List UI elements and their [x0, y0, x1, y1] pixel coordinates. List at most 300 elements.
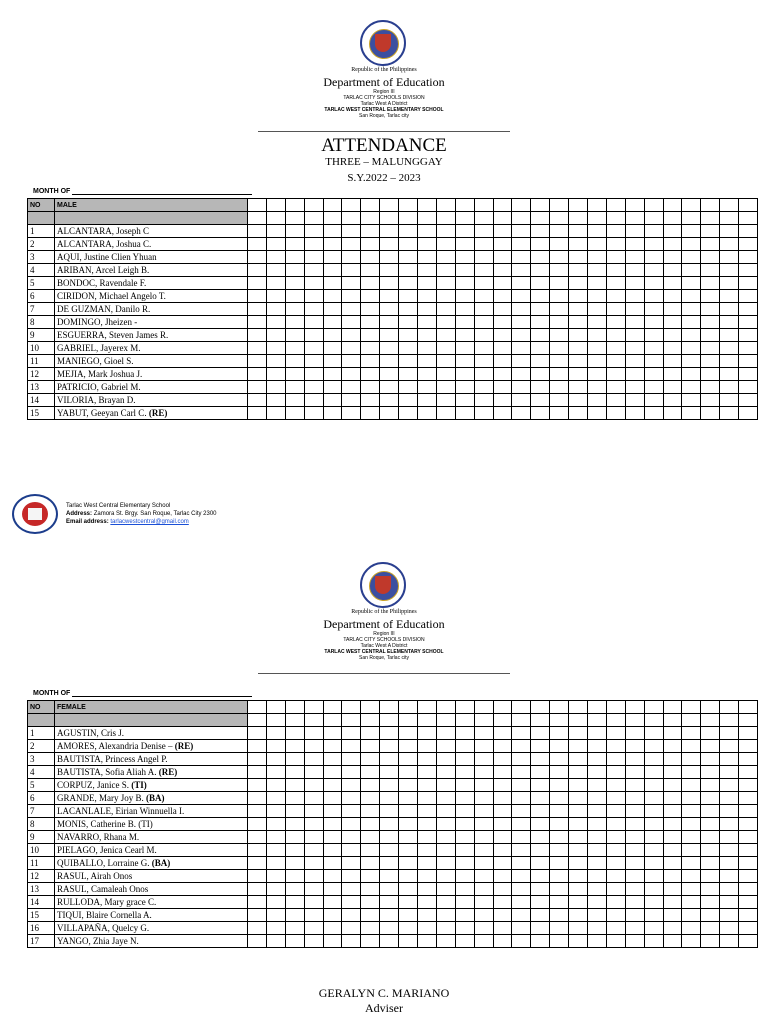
attendance-cell[interactable] — [493, 896, 512, 909]
attendance-cell[interactable] — [285, 199, 304, 212]
attendance-cell[interactable] — [588, 857, 607, 870]
attendance-cell[interactable] — [418, 303, 437, 316]
attendance-cell[interactable] — [663, 922, 682, 935]
attendance-cell[interactable] — [625, 896, 644, 909]
attendance-cell[interactable] — [569, 199, 588, 212]
attendance-cell[interactable] — [625, 251, 644, 264]
attendance-cell[interactable] — [682, 199, 701, 212]
attendance-cell[interactable] — [399, 381, 418, 394]
attendance-cell[interactable] — [285, 264, 304, 277]
attendance-cell[interactable] — [550, 870, 569, 883]
attendance-cell[interactable] — [285, 316, 304, 329]
attendance-cell[interactable] — [606, 277, 625, 290]
attendance-cell[interactable] — [285, 818, 304, 831]
attendance-cell[interactable] — [663, 818, 682, 831]
attendance-cell[interactable] — [285, 844, 304, 857]
attendance-cell[interactable] — [304, 857, 323, 870]
attendance-cell[interactable] — [342, 714, 361, 727]
attendance-cell[interactable] — [531, 714, 550, 727]
attendance-cell[interactable] — [569, 909, 588, 922]
attendance-cell[interactable] — [399, 303, 418, 316]
attendance-cell[interactable] — [644, 238, 663, 251]
attendance-cell[interactable] — [361, 714, 380, 727]
attendance-cell[interactable] — [361, 368, 380, 381]
attendance-cell[interactable] — [285, 355, 304, 368]
attendance-cell[interactable] — [606, 740, 625, 753]
attendance-cell[interactable] — [474, 805, 493, 818]
attendance-cell[interactable] — [720, 355, 739, 368]
attendance-cell[interactable] — [512, 935, 531, 948]
attendance-cell[interactable] — [418, 727, 437, 740]
attendance-cell[interactable] — [682, 264, 701, 277]
attendance-cell[interactable] — [323, 368, 342, 381]
attendance-cell[interactable] — [606, 831, 625, 844]
attendance-cell[interactable] — [512, 701, 531, 714]
attendance-cell[interactable] — [361, 935, 380, 948]
attendance-cell[interactable] — [550, 792, 569, 805]
attendance-cell[interactable] — [682, 394, 701, 407]
attendance-cell[interactable] — [701, 316, 720, 329]
attendance-cell[interactable] — [380, 714, 399, 727]
attendance-cell[interactable] — [512, 870, 531, 883]
attendance-cell[interactable] — [266, 727, 285, 740]
attendance-cell[interactable] — [531, 277, 550, 290]
attendance-cell[interactable] — [323, 857, 342, 870]
attendance-cell[interactable] — [644, 316, 663, 329]
attendance-cell[interactable] — [569, 896, 588, 909]
attendance-cell[interactable] — [550, 896, 569, 909]
attendance-cell[interactable] — [399, 831, 418, 844]
attendance-cell[interactable] — [455, 290, 474, 303]
attendance-cell[interactable] — [248, 714, 267, 727]
attendance-cell[interactable] — [493, 766, 512, 779]
attendance-cell[interactable] — [550, 381, 569, 394]
attendance-cell[interactable] — [720, 792, 739, 805]
attendance-cell[interactable] — [606, 844, 625, 857]
attendance-cell[interactable] — [720, 831, 739, 844]
attendance-cell[interactable] — [474, 264, 493, 277]
attendance-cell[interactable] — [701, 225, 720, 238]
attendance-cell[interactable] — [588, 922, 607, 935]
attendance-cell[interactable] — [323, 883, 342, 896]
attendance-cell[interactable] — [739, 857, 758, 870]
attendance-cell[interactable] — [625, 394, 644, 407]
attendance-cell[interactable] — [266, 212, 285, 225]
attendance-cell[interactable] — [436, 766, 455, 779]
attendance-cell[interactable] — [323, 909, 342, 922]
attendance-cell[interactable] — [644, 277, 663, 290]
attendance-cell[interactable] — [512, 264, 531, 277]
attendance-cell[interactable] — [399, 740, 418, 753]
attendance-cell[interactable] — [663, 303, 682, 316]
attendance-cell[interactable] — [380, 394, 399, 407]
attendance-cell[interactable] — [285, 935, 304, 948]
attendance-cell[interactable] — [550, 740, 569, 753]
attendance-cell[interactable] — [342, 368, 361, 381]
attendance-cell[interactable] — [739, 251, 758, 264]
attendance-cell[interactable] — [739, 805, 758, 818]
attendance-cell[interactable] — [380, 355, 399, 368]
attendance-cell[interactable] — [512, 896, 531, 909]
attendance-cell[interactable] — [361, 857, 380, 870]
attendance-cell[interactable] — [436, 225, 455, 238]
attendance-cell[interactable] — [606, 316, 625, 329]
attendance-cell[interactable] — [455, 251, 474, 264]
attendance-cell[interactable] — [531, 394, 550, 407]
attendance-cell[interactable] — [304, 935, 323, 948]
attendance-cell[interactable] — [701, 805, 720, 818]
attendance-cell[interactable] — [569, 407, 588, 420]
attendance-cell[interactable] — [474, 727, 493, 740]
attendance-cell[interactable] — [512, 844, 531, 857]
attendance-cell[interactable] — [569, 303, 588, 316]
attendance-cell[interactable] — [625, 844, 644, 857]
attendance-cell[interactable] — [342, 290, 361, 303]
attendance-cell[interactable] — [474, 394, 493, 407]
attendance-cell[interactable] — [701, 831, 720, 844]
attendance-cell[interactable] — [493, 792, 512, 805]
attendance-cell[interactable] — [569, 394, 588, 407]
attendance-cell[interactable] — [285, 805, 304, 818]
attendance-cell[interactable] — [739, 355, 758, 368]
attendance-cell[interactable] — [455, 870, 474, 883]
attendance-cell[interactable] — [361, 329, 380, 342]
attendance-cell[interactable] — [663, 766, 682, 779]
attendance-cell[interactable] — [474, 753, 493, 766]
attendance-cell[interactable] — [701, 922, 720, 935]
attendance-cell[interactable] — [588, 753, 607, 766]
attendance-cell[interactable] — [512, 199, 531, 212]
attendance-cell[interactable] — [436, 909, 455, 922]
attendance-cell[interactable] — [399, 818, 418, 831]
attendance-cell[interactable] — [701, 870, 720, 883]
attendance-cell[interactable] — [512, 316, 531, 329]
attendance-cell[interactable] — [455, 753, 474, 766]
attendance-cell[interactable] — [531, 199, 550, 212]
attendance-cell[interactable] — [436, 277, 455, 290]
attendance-cell[interactable] — [682, 368, 701, 381]
attendance-cell[interactable] — [531, 766, 550, 779]
attendance-cell[interactable] — [266, 805, 285, 818]
attendance-cell[interactable] — [663, 844, 682, 857]
attendance-cell[interactable] — [380, 277, 399, 290]
attendance-cell[interactable] — [436, 883, 455, 896]
attendance-cell[interactable] — [493, 342, 512, 355]
attendance-cell[interactable] — [625, 779, 644, 792]
attendance-cell[interactable] — [606, 922, 625, 935]
attendance-cell[interactable] — [399, 714, 418, 727]
attendance-cell[interactable] — [550, 199, 569, 212]
attendance-cell[interactable] — [361, 199, 380, 212]
attendance-cell[interactable] — [625, 407, 644, 420]
attendance-cell[interactable] — [266, 329, 285, 342]
attendance-cell[interactable] — [625, 935, 644, 948]
attendance-cell[interactable] — [682, 303, 701, 316]
attendance-cell[interactable] — [512, 857, 531, 870]
attendance-cell[interactable] — [285, 727, 304, 740]
attendance-cell[interactable] — [304, 355, 323, 368]
attendance-cell[interactable] — [304, 883, 323, 896]
attendance-cell[interactable] — [663, 714, 682, 727]
attendance-cell[interactable] — [474, 381, 493, 394]
attendance-cell[interactable] — [512, 753, 531, 766]
attendance-cell[interactable] — [663, 199, 682, 212]
attendance-cell[interactable] — [625, 922, 644, 935]
attendance-cell[interactable] — [625, 766, 644, 779]
attendance-cell[interactable] — [739, 225, 758, 238]
attendance-cell[interactable] — [323, 727, 342, 740]
attendance-cell[interactable] — [285, 831, 304, 844]
attendance-cell[interactable] — [455, 355, 474, 368]
attendance-cell[interactable] — [493, 290, 512, 303]
attendance-cell[interactable] — [474, 792, 493, 805]
attendance-cell[interactable] — [436, 870, 455, 883]
attendance-cell[interactable] — [701, 368, 720, 381]
attendance-cell[interactable] — [285, 342, 304, 355]
attendance-cell[interactable] — [493, 355, 512, 368]
attendance-cell[interactable] — [512, 238, 531, 251]
attendance-cell[interactable] — [248, 251, 267, 264]
attendance-cell[interactable] — [739, 342, 758, 355]
attendance-cell[interactable] — [701, 857, 720, 870]
attendance-cell[interactable] — [455, 844, 474, 857]
attendance-cell[interactable] — [285, 329, 304, 342]
attendance-cell[interactable] — [720, 238, 739, 251]
attendance-cell[interactable] — [323, 701, 342, 714]
attendance-cell[interactable] — [418, 225, 437, 238]
attendance-cell[interactable] — [663, 316, 682, 329]
attendance-cell[interactable] — [248, 792, 267, 805]
attendance-cell[interactable] — [720, 935, 739, 948]
attendance-cell[interactable] — [720, 805, 739, 818]
attendance-cell[interactable] — [436, 896, 455, 909]
attendance-cell[interactable] — [455, 909, 474, 922]
attendance-cell[interactable] — [701, 792, 720, 805]
attendance-cell[interactable] — [720, 407, 739, 420]
attendance-cell[interactable] — [531, 922, 550, 935]
attendance-cell[interactable] — [266, 303, 285, 316]
attendance-cell[interactable] — [606, 407, 625, 420]
attendance-cell[interactable] — [644, 753, 663, 766]
attendance-cell[interactable] — [323, 251, 342, 264]
attendance-cell[interactable] — [418, 264, 437, 277]
attendance-cell[interactable] — [436, 199, 455, 212]
attendance-cell[interactable] — [625, 225, 644, 238]
attendance-cell[interactable] — [663, 225, 682, 238]
attendance-cell[interactable] — [550, 225, 569, 238]
attendance-cell[interactable] — [588, 238, 607, 251]
attendance-cell[interactable] — [285, 225, 304, 238]
attendance-cell[interactable] — [701, 277, 720, 290]
attendance-cell[interactable] — [550, 818, 569, 831]
attendance-cell[interactable] — [550, 883, 569, 896]
attendance-cell[interactable] — [455, 277, 474, 290]
attendance-cell[interactable] — [342, 805, 361, 818]
attendance-cell[interactable] — [455, 935, 474, 948]
attendance-cell[interactable] — [304, 896, 323, 909]
attendance-cell[interactable] — [531, 883, 550, 896]
attendance-cell[interactable] — [569, 922, 588, 935]
attendance-cell[interactable] — [493, 212, 512, 225]
attendance-cell[interactable] — [531, 727, 550, 740]
attendance-cell[interactable] — [739, 212, 758, 225]
attendance-cell[interactable] — [266, 909, 285, 922]
attendance-cell[interactable] — [248, 844, 267, 857]
attendance-cell[interactable] — [248, 277, 267, 290]
attendance-cell[interactable] — [474, 368, 493, 381]
attendance-cell[interactable] — [531, 225, 550, 238]
attendance-cell[interactable] — [304, 792, 323, 805]
attendance-cell[interactable] — [512, 818, 531, 831]
attendance-cell[interactable] — [493, 779, 512, 792]
attendance-cell[interactable] — [493, 753, 512, 766]
attendance-cell[interactable] — [720, 264, 739, 277]
attendance-cell[interactable] — [606, 381, 625, 394]
attendance-cell[interactable] — [399, 199, 418, 212]
attendance-cell[interactable] — [606, 857, 625, 870]
attendance-cell[interactable] — [493, 316, 512, 329]
attendance-cell[interactable] — [682, 381, 701, 394]
attendance-cell[interactable] — [304, 199, 323, 212]
attendance-cell[interactable] — [701, 740, 720, 753]
attendance-cell[interactable] — [474, 766, 493, 779]
attendance-cell[interactable] — [493, 805, 512, 818]
attendance-cell[interactable] — [342, 238, 361, 251]
attendance-cell[interactable] — [474, 922, 493, 935]
attendance-cell[interactable] — [701, 883, 720, 896]
attendance-cell[interactable] — [266, 714, 285, 727]
attendance-cell[interactable] — [304, 805, 323, 818]
attendance-cell[interactable] — [720, 199, 739, 212]
attendance-cell[interactable] — [455, 329, 474, 342]
attendance-cell[interactable] — [474, 714, 493, 727]
attendance-cell[interactable] — [625, 792, 644, 805]
attendance-cell[interactable] — [455, 342, 474, 355]
attendance-cell[interactable] — [682, 316, 701, 329]
attendance-cell[interactable] — [606, 792, 625, 805]
attendance-cell[interactable] — [285, 870, 304, 883]
attendance-cell[interactable] — [304, 727, 323, 740]
attendance-cell[interactable] — [493, 394, 512, 407]
attendance-cell[interactable] — [512, 727, 531, 740]
attendance-cell[interactable] — [531, 870, 550, 883]
attendance-cell[interactable] — [682, 407, 701, 420]
attendance-cell[interactable] — [436, 394, 455, 407]
attendance-cell[interactable] — [512, 290, 531, 303]
attendance-cell[interactable] — [644, 922, 663, 935]
attendance-cell[interactable] — [285, 381, 304, 394]
attendance-cell[interactable] — [720, 922, 739, 935]
attendance-cell[interactable] — [550, 290, 569, 303]
attendance-cell[interactable] — [399, 935, 418, 948]
attendance-cell[interactable] — [418, 316, 437, 329]
attendance-cell[interactable] — [266, 740, 285, 753]
attendance-cell[interactable] — [663, 355, 682, 368]
attendance-cell[interactable] — [342, 766, 361, 779]
attendance-cell[interactable] — [531, 381, 550, 394]
attendance-cell[interactable] — [739, 727, 758, 740]
attendance-cell[interactable] — [342, 727, 361, 740]
attendance-cell[interactable] — [285, 753, 304, 766]
attendance-cell[interactable] — [644, 909, 663, 922]
attendance-cell[interactable] — [531, 368, 550, 381]
attendance-cell[interactable] — [474, 909, 493, 922]
attendance-cell[interactable] — [701, 212, 720, 225]
attendance-cell[interactable] — [531, 303, 550, 316]
attendance-cell[interactable] — [512, 277, 531, 290]
attendance-cell[interactable] — [474, 329, 493, 342]
attendance-cell[interactable] — [380, 303, 399, 316]
attendance-cell[interactable] — [625, 831, 644, 844]
attendance-cell[interactable] — [682, 922, 701, 935]
attendance-cell[interactable] — [644, 844, 663, 857]
attendance-cell[interactable] — [531, 805, 550, 818]
attendance-cell[interactable] — [644, 290, 663, 303]
attendance-cell[interactable] — [493, 238, 512, 251]
attendance-cell[interactable] — [644, 264, 663, 277]
attendance-cell[interactable] — [266, 264, 285, 277]
attendance-cell[interactable] — [644, 727, 663, 740]
attendance-cell[interactable] — [342, 212, 361, 225]
attendance-cell[interactable] — [474, 831, 493, 844]
attendance-cell[interactable] — [720, 342, 739, 355]
attendance-cell[interactable] — [399, 883, 418, 896]
attendance-cell[interactable] — [285, 212, 304, 225]
attendance-cell[interactable] — [569, 883, 588, 896]
attendance-cell[interactable] — [606, 329, 625, 342]
attendance-cell[interactable] — [569, 805, 588, 818]
attendance-cell[interactable] — [493, 818, 512, 831]
attendance-cell[interactable] — [588, 740, 607, 753]
attendance-cell[interactable] — [720, 857, 739, 870]
attendance-cell[interactable] — [380, 896, 399, 909]
attendance-cell[interactable] — [323, 740, 342, 753]
attendance-cell[interactable] — [455, 381, 474, 394]
attendance-cell[interactable] — [720, 753, 739, 766]
attendance-cell[interactable] — [380, 779, 399, 792]
attendance-cell[interactable] — [588, 316, 607, 329]
attendance-cell[interactable] — [606, 342, 625, 355]
attendance-cell[interactable] — [248, 818, 267, 831]
attendance-cell[interactable] — [285, 701, 304, 714]
attendance-cell[interactable] — [493, 922, 512, 935]
attendance-cell[interactable] — [361, 779, 380, 792]
attendance-cell[interactable] — [436, 212, 455, 225]
attendance-cell[interactable] — [285, 740, 304, 753]
attendance-cell[interactable] — [569, 792, 588, 805]
attendance-cell[interactable] — [399, 251, 418, 264]
attendance-cell[interactable] — [342, 844, 361, 857]
attendance-cell[interactable] — [663, 342, 682, 355]
attendance-cell[interactable] — [285, 779, 304, 792]
attendance-cell[interactable] — [323, 766, 342, 779]
attendance-cell[interactable] — [739, 935, 758, 948]
attendance-cell[interactable] — [550, 844, 569, 857]
attendance-cell[interactable] — [399, 316, 418, 329]
attendance-cell[interactable] — [512, 779, 531, 792]
attendance-cell[interactable] — [701, 779, 720, 792]
attendance-cell[interactable] — [663, 883, 682, 896]
attendance-cell[interactable] — [304, 342, 323, 355]
attendance-cell[interactable] — [323, 394, 342, 407]
attendance-cell[interactable] — [399, 329, 418, 342]
footer-email-link[interactable]: tarlacwestcentral@gmail.com — [110, 519, 189, 525]
attendance-cell[interactable] — [361, 264, 380, 277]
attendance-cell[interactable] — [625, 290, 644, 303]
attendance-cell[interactable] — [701, 355, 720, 368]
attendance-cell[interactable] — [512, 407, 531, 420]
attendance-cell[interactable] — [644, 355, 663, 368]
